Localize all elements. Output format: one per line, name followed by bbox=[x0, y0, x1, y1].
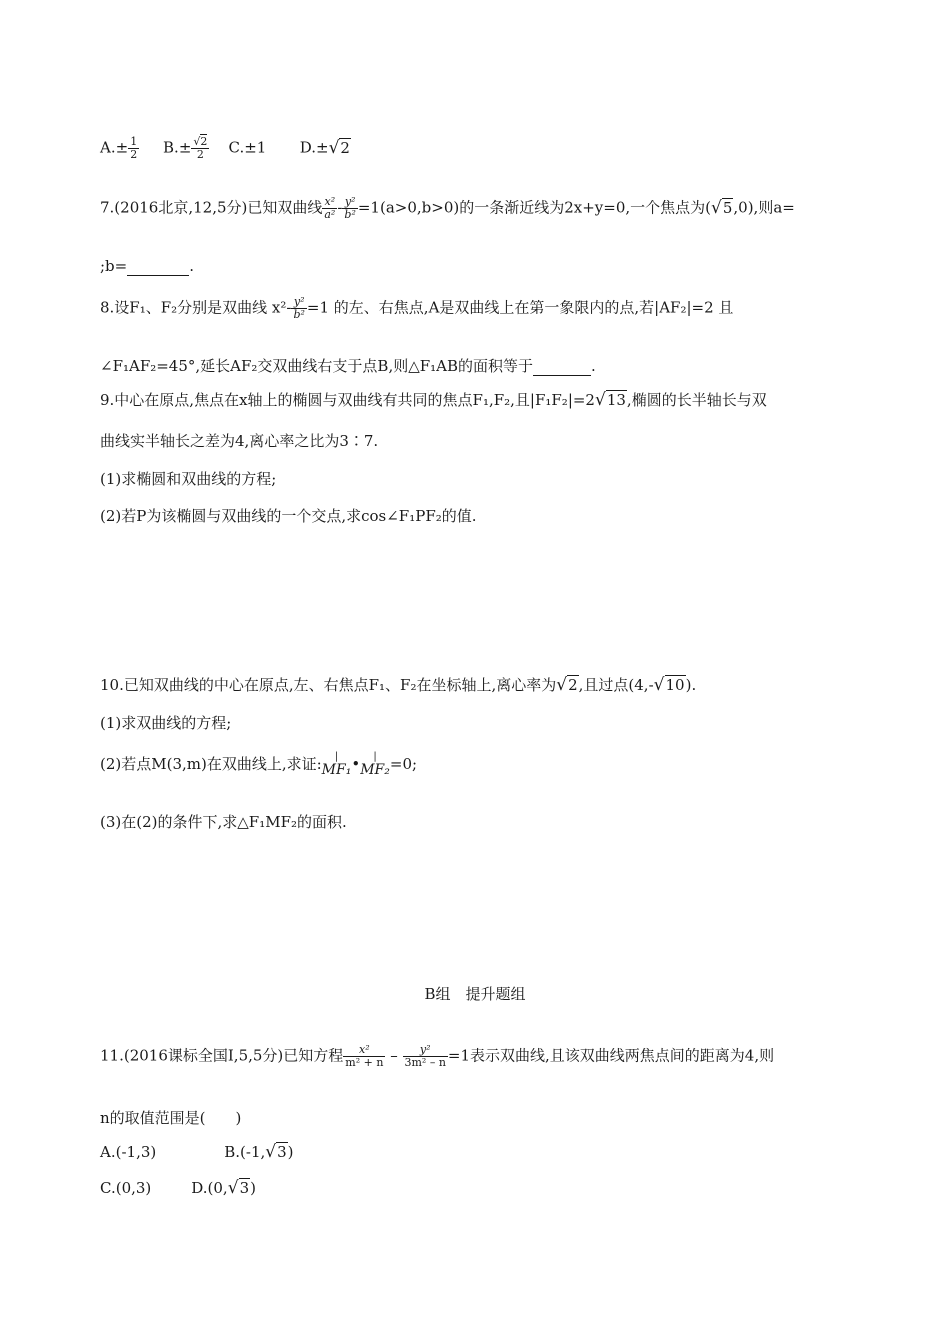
q10-sqrt-2 bbox=[654, 675, 686, 695]
q6-option-c-text: ±1 bbox=[244, 138, 267, 157]
q7-line1 bbox=[100, 196, 795, 221]
q6-option-d-label: D. bbox=[299, 138, 316, 157]
q9-line1 bbox=[100, 390, 767, 410]
sqrt-sign-icon: √ bbox=[265, 1142, 277, 1162]
q11-line1 bbox=[100, 1044, 774, 1069]
q7-frac2-num: y² bbox=[344, 195, 356, 208]
q11-option-d-prefix: D.(0, bbox=[191, 1179, 228, 1197]
q11-fraction-x bbox=[343, 1044, 385, 1069]
q8-frac-num: y² bbox=[293, 295, 305, 308]
q11-option-a: A.(-1,3) bbox=[100, 1143, 157, 1161]
q6-option-a-fraction bbox=[128, 136, 139, 161]
sqrt-sign-icon: √ bbox=[193, 135, 201, 148]
q7-prefix: 7.(2016北京,12,5分)已知双曲线 bbox=[100, 198, 323, 217]
q6-b-den: 2 bbox=[191, 148, 209, 161]
q10-part2 bbox=[100, 752, 417, 778]
q10-line1 bbox=[100, 675, 696, 695]
q10-part3: (3)在(2)的条件下,求△F₁MF₂的面积. bbox=[100, 813, 347, 831]
sqrt-sign-icon: √ bbox=[328, 137, 340, 158]
q9-suffix: ,椭圆的长半轴长与双 bbox=[626, 391, 767, 409]
q11-suffix: =1表示双曲线,且该双曲线两焦点间的距离为4,则 bbox=[447, 1046, 775, 1065]
vector-arrow-icon: | bbox=[373, 751, 377, 762]
q6-option-c-label: C. bbox=[228, 138, 245, 157]
q7-mid: =1(a>0,b>0)的一条渐近线为2x+y=0,一个焦点为( bbox=[357, 198, 711, 217]
q8-suffix: =1 的左、右焦点,A是双曲线上在第一象限内的点,若|AF₂|=2 且 bbox=[306, 298, 734, 317]
q6-b-num bbox=[191, 136, 209, 148]
q11-option-d-suffix: ) bbox=[250, 1179, 256, 1197]
q7-minus: - bbox=[337, 198, 343, 217]
vector-mf1 bbox=[322, 752, 352, 778]
section-b-title: B组 提升题组 bbox=[424, 985, 526, 1003]
q7-line2-text: ;b= bbox=[100, 257, 128, 275]
q7-suffix: ,0),则a= bbox=[733, 198, 795, 217]
q6-option-b-sign: ± bbox=[178, 138, 192, 157]
vector-arrow-icon: | bbox=[334, 751, 339, 762]
q11-options-ab bbox=[100, 1142, 294, 1162]
q10-prefix: 10.已知双曲线的中心在原点,左、右焦点F₁、F₂在坐标轴上,离心率为 bbox=[100, 676, 557, 694]
q11-option-b-suffix: ) bbox=[287, 1143, 294, 1161]
q8-prefix: 8.设F₁、F₂分别是双曲线 x²- bbox=[100, 298, 292, 317]
sqrt-sign-icon: √ bbox=[556, 675, 568, 695]
dot-product-icon: • bbox=[351, 755, 361, 773]
q11-option-b-sqrt bbox=[265, 1142, 287, 1162]
sqrt-sign-icon: √ bbox=[594, 390, 606, 410]
q6-option-b-label: B. bbox=[163, 138, 179, 157]
q7-frac1-den: a² bbox=[324, 208, 336, 221]
q6-b-num-rad: 2 bbox=[200, 135, 208, 148]
q10-part2-suffix: =0; bbox=[389, 755, 418, 773]
q8-line1 bbox=[100, 296, 733, 321]
q6-a-den: 2 bbox=[130, 148, 138, 161]
q7-fraction-x bbox=[322, 196, 337, 221]
q8-line2 bbox=[100, 356, 596, 376]
q11-option-b-rad: 3 bbox=[277, 1143, 287, 1161]
q9-sqrt bbox=[595, 390, 627, 410]
q7-answer-blank-b[interactable] bbox=[127, 259, 189, 276]
vector-mf2-label: MF₂ bbox=[360, 762, 390, 778]
q7-line2 bbox=[100, 256, 194, 276]
q6-option-d-sign: ± bbox=[316, 138, 329, 157]
q11-option-c: C.(0,3) bbox=[100, 1179, 152, 1197]
q9-line2: 曲线实半轴长之差为4,离心率之比为3∶7. bbox=[100, 432, 379, 450]
q10-part2-prefix: (2)若点M(3,m)在双曲线上,求证: bbox=[100, 755, 322, 773]
q11-frac2-num: y² bbox=[419, 1043, 431, 1056]
q10-mid: ,且过点(4,- bbox=[578, 676, 654, 694]
sqrt-sign-icon: √ bbox=[227, 1178, 239, 1198]
q7-sqrt bbox=[711, 198, 733, 218]
q8-answer-blank[interactable] bbox=[533, 359, 591, 376]
q7-rad: 5 bbox=[722, 198, 733, 217]
q9-rad: 13 bbox=[606, 391, 626, 409]
vector-mf2 bbox=[360, 752, 390, 778]
q7-fraction-y bbox=[342, 196, 357, 221]
q10-sqrt-1 bbox=[556, 675, 578, 695]
q11-option-d-sqrt bbox=[228, 1178, 250, 1198]
vector-mf1-label: MF₁ bbox=[321, 762, 352, 778]
q10-part1: (1)求双曲线的方程; bbox=[100, 714, 232, 732]
q9-part2: (2)若P为该椭圆与双曲线的一个交点,求cos∠F₁PF₂的值. bbox=[100, 507, 477, 525]
q6-option-d-sqrt bbox=[329, 138, 351, 158]
q8-frac-den: b² bbox=[293, 308, 305, 321]
q7-frac1-num: x² bbox=[324, 195, 336, 208]
q11-options-cd bbox=[100, 1178, 256, 1198]
q6-option-a-label: A. bbox=[100, 138, 116, 157]
q11-minus: – bbox=[390, 1046, 398, 1065]
q7-line2-end: . bbox=[189, 257, 195, 275]
q6-a-num: 1 bbox=[130, 135, 138, 148]
q10-suffix: ). bbox=[685, 676, 697, 694]
q9-part1: (1)求椭圆和双曲线的方程; bbox=[100, 470, 277, 488]
q6-d-rad: 2 bbox=[340, 138, 350, 157]
q6-options bbox=[100, 136, 351, 161]
sqrt-sign-icon: √ bbox=[711, 197, 722, 218]
q8-fraction bbox=[291, 296, 306, 321]
q11-frac1-den: m² + n bbox=[345, 1056, 384, 1069]
q8-line2-end: . bbox=[591, 357, 596, 375]
q11-line2: n的取值范围是( ) bbox=[100, 1109, 242, 1127]
q6-option-b-fraction bbox=[191, 136, 209, 161]
q6-option-a-sign: ± bbox=[115, 138, 129, 157]
q11-fraction-y bbox=[403, 1044, 448, 1069]
q8-line2-text: ∠F₁AF₂=45°,延长AF₂交双曲线右支于点B,则△F₁AB的面积等于 bbox=[100, 357, 534, 375]
q11-option-b-prefix: B.(-1, bbox=[224, 1143, 266, 1161]
q7-frac2-den: b² bbox=[344, 208, 356, 221]
q11-frac1-num: x² bbox=[359, 1043, 370, 1056]
q10-rad1: 2 bbox=[568, 676, 578, 694]
q11-prefix: 11.(2016课标全国Ⅰ,5,5分)已知方程 bbox=[100, 1046, 344, 1065]
q11-option-d-rad: 3 bbox=[239, 1179, 250, 1197]
sqrt-sign-icon: √ bbox=[653, 675, 665, 695]
q9-prefix: 9.中心在原点,焦点在x轴上的椭圆与双曲线有共同的焦点F₁,F₂,且|F₁F₂|=2 bbox=[100, 391, 595, 409]
q10-rad2: 10 bbox=[665, 676, 685, 694]
q11-frac2-den: 3m² – n bbox=[404, 1056, 446, 1069]
